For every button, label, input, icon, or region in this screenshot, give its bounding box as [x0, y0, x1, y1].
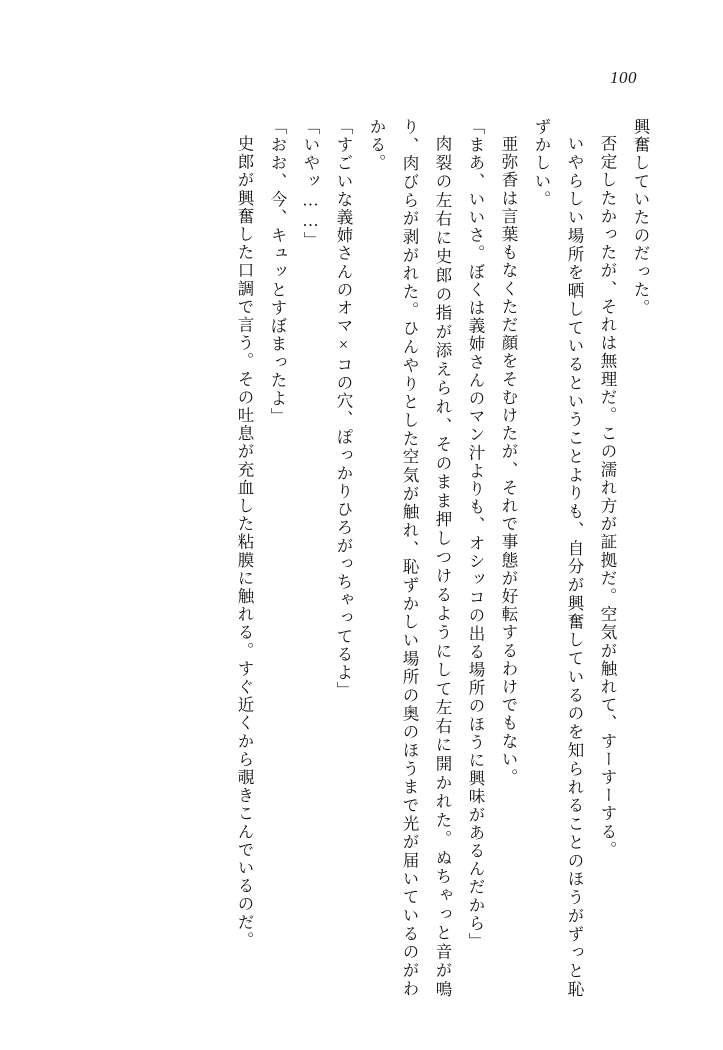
paragraph: 「おお、今、キュッとすぼまったよ」 — [268, 118, 287, 426]
paragraph: 「まあ、いいさ。ぼくは義姉さんのマン汁よりも、オシッコの出る場所のほうに興味があるんだから」 — [466, 118, 485, 951]
page-text-body — [47, 118, 657, 998]
paragraph: 「いやッ……」 — [301, 118, 320, 250]
page-number: 100 — [610, 68, 637, 87]
paragraph: いやらしい場所を晒しているということよりも、自分が興奮しているのを知られることのほうがずっと恥ずかしい。 — [532, 118, 584, 998]
paragraph: 史郎が興奮した口調で言う。その吐息が充血した粘膜に触れる。すぐ近くから覗きこんでいるのだ。 — [235, 134, 254, 949]
paragraph: 亜弥香は言葉もなくただ顔をそむけたが、それで事態が好転するわけでもない。 — [499, 134, 518, 787]
paragraph: 否定したかったが、それは無理だ。この濡れ方が証拠だ。空気が触れて、すーすーする。 — [598, 134, 617, 859]
paragraph: 肉裂の左右に史郎の指が添えられ、そのまま押しつけるようにして左右に開かれた。ぬちゃっと音が鳴り、肉びらが剥がれた。ひんやりとした空気が触れ、恥ずかしい場所の奥のほうまで光が届いているのがわかる。 — [367, 118, 452, 998]
paragraph: 「すごいな義姉さんのオマ×コの穴、ぽっかりひろがっちゃってるよ」 — [334, 118, 353, 700]
paragraph: 興奮していたのだった。 — [631, 118, 650, 318]
